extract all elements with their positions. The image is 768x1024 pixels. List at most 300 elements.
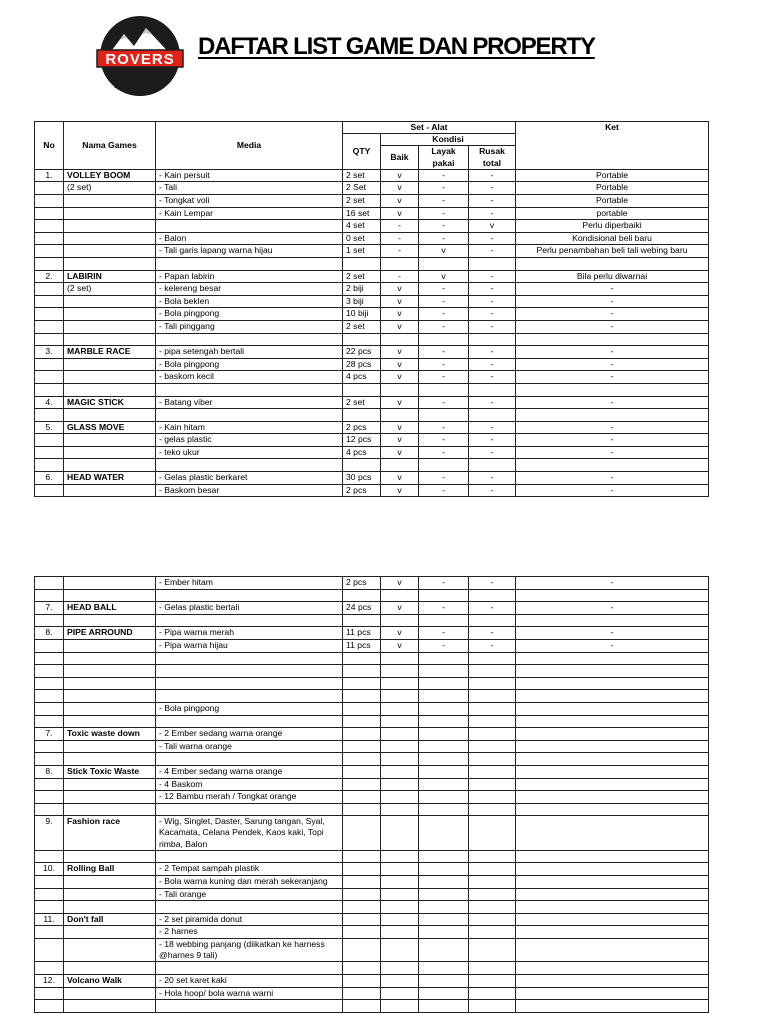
cell-baik: v: [381, 639, 419, 652]
cell-media: - Balon: [156, 232, 343, 245]
cell-rusak-total: [469, 876, 516, 889]
cell-baik: [381, 459, 419, 472]
table-row: [35, 169, 709, 182]
cell-layak-pakai: -: [419, 421, 469, 434]
table-row: [35, 257, 709, 270]
cell-layak-pakai: -: [419, 182, 469, 195]
cell-rusak-total: [469, 614, 516, 627]
cell-qty: [343, 753, 381, 766]
cell-ket: -: [516, 320, 709, 333]
cell-nama-games: Stick Toxic Waste: [64, 765, 156, 778]
cell-qty: 30 pcs: [343, 472, 381, 485]
cell-qty: 2 set: [343, 320, 381, 333]
cell-qty: [343, 690, 381, 703]
cell-baik: v: [381, 472, 419, 485]
cell-no: [35, 791, 64, 804]
cell-media: - Wig, Singlet, Daster, Sarung tangan, Syal, Kacamata, Celana Pendek, Kaos kaki, Topi rimba, Balon: [156, 816, 343, 851]
cell-ket: -: [516, 639, 709, 652]
cell-nama-games: [64, 434, 156, 447]
cell-rusak-total: [469, 939, 516, 962]
table-row: [35, 652, 709, 665]
cell-rusak-total: [469, 987, 516, 1000]
cell-nama-games: [64, 577, 156, 590]
cell-layak-pakai: [419, 740, 469, 753]
cell-no: [35, 409, 64, 422]
cell-media: [156, 459, 343, 472]
cell-baik: [381, 652, 419, 665]
cell-rusak-total: -: [469, 169, 516, 182]
cell-no: [35, 702, 64, 715]
cell-qty: [343, 614, 381, 627]
cell-ket: Portable: [516, 195, 709, 208]
cell-no: [35, 358, 64, 371]
cell-rusak-total: [469, 765, 516, 778]
cell-media: - Kain persuit: [156, 169, 343, 182]
cell-media: [156, 589, 343, 602]
cell-qty: [343, 702, 381, 715]
cell-qty: 4 set: [343, 220, 381, 233]
cell-baik: [381, 257, 419, 270]
cell-baik: v: [381, 577, 419, 590]
cell-layak-pakai: -: [419, 308, 469, 321]
cell-layak-pakai: -: [419, 169, 469, 182]
cell-baik: [381, 614, 419, 627]
cell-nama-games: [64, 665, 156, 678]
cell-nama-games: [64, 459, 156, 472]
cell-media: - Ember hitam: [156, 577, 343, 590]
cell-layak-pakai: [419, 888, 469, 901]
cell-layak-pakai: -: [419, 232, 469, 245]
cell-no: [35, 320, 64, 333]
cell-ket: [516, 987, 709, 1000]
cell-no: 9.: [35, 816, 64, 851]
cell-nama-games: [64, 245, 156, 258]
cell-no: [35, 614, 64, 627]
header-qty: QTY: [343, 134, 381, 170]
cell-baik: v: [381, 295, 419, 308]
table-row: [35, 283, 709, 296]
cell-no: [35, 888, 64, 901]
table-row: [35, 901, 709, 914]
cell-no: 10.: [35, 863, 64, 876]
cell-layak-pakai: [419, 715, 469, 728]
cell-media: - Bola beklen: [156, 295, 343, 308]
cell-nama-games: MARBLE RACE: [64, 346, 156, 359]
cell-media: - 4 Ember sedang warna orange: [156, 765, 343, 778]
cell-baik: [381, 863, 419, 876]
cell-baik: v: [381, 195, 419, 208]
cell-qty: 2 Set: [343, 182, 381, 195]
cell-rusak-total: [469, 863, 516, 876]
cell-rusak-total: [469, 333, 516, 346]
cell-qty: [343, 975, 381, 988]
cell-media: [156, 803, 343, 816]
cell-media: - Pipa warna merah: [156, 627, 343, 640]
cell-no: [35, 245, 64, 258]
cell-qty: [343, 803, 381, 816]
table-row: [35, 627, 709, 640]
rovers-logo: [94, 14, 190, 104]
cell-media: [156, 333, 343, 346]
table-row: [35, 876, 709, 889]
cell-media: [156, 690, 343, 703]
table-row: [35, 182, 709, 195]
cell-layak-pakai: [419, 383, 469, 396]
cell-media: [156, 409, 343, 422]
cell-rusak-total: [469, 257, 516, 270]
cell-no: [35, 1000, 64, 1013]
cell-media: - pipa setengah bertali: [156, 346, 343, 359]
table-row: [35, 740, 709, 753]
cell-rusak-total: -: [469, 195, 516, 208]
cell-media: - 4 Baskom: [156, 778, 343, 791]
cell-layak-pakai: -: [419, 484, 469, 497]
cell-rusak-total: -: [469, 283, 516, 296]
table-row: [35, 220, 709, 233]
cell-layak-pakai: [419, 913, 469, 926]
cell-layak-pakai: -: [419, 602, 469, 615]
cell-baik: [381, 816, 419, 851]
cell-ket: [516, 939, 709, 962]
cell-rusak-total: -: [469, 434, 516, 447]
table-row: [35, 975, 709, 988]
cell-ket: [516, 876, 709, 889]
cell-qty: [343, 677, 381, 690]
cell-no: [35, 665, 64, 678]
cell-ket: [516, 975, 709, 988]
cell-layak-pakai: [419, 589, 469, 602]
cell-qty: [343, 791, 381, 804]
cell-no: [35, 652, 64, 665]
game-property-table: [34, 121, 709, 497]
cell-no: [35, 195, 64, 208]
cell-ket: [516, 765, 709, 778]
cell-no: [35, 677, 64, 690]
table-row: [35, 346, 709, 359]
cell-no: [35, 232, 64, 245]
table-row: [35, 614, 709, 627]
cell-nama-games: [64, 740, 156, 753]
cell-rusak-total: [469, 740, 516, 753]
cell-layak-pakai: [419, 702, 469, 715]
cell-ket: -: [516, 627, 709, 640]
cell-qty: [343, 333, 381, 346]
cell-baik: [381, 888, 419, 901]
cell-nama-games: [64, 195, 156, 208]
cell-no: 12.: [35, 975, 64, 988]
cell-no: 8.: [35, 627, 64, 640]
cell-ket: -: [516, 472, 709, 485]
cell-rusak-total: [469, 753, 516, 766]
cell-media: [156, 383, 343, 396]
cell-ket: [516, 257, 709, 270]
cell-media: - Tali: [156, 182, 343, 195]
cell-qty: [343, 888, 381, 901]
header-ket: Ket: [516, 122, 709, 170]
cell-ket: [516, 962, 709, 975]
table-row: [35, 446, 709, 459]
cell-baik: [381, 791, 419, 804]
cell-baik: v: [381, 602, 419, 615]
cell-no: [35, 850, 64, 863]
cell-baik: [381, 975, 419, 988]
document-title: DAFTAR LIST GAME DAN PROPERTY: [198, 33, 595, 60]
cell-layak-pakai: [419, 876, 469, 889]
cell-media: - Tali garis lapang warna hijau: [156, 245, 343, 258]
cell-no: [35, 459, 64, 472]
table-row: [35, 371, 709, 384]
table-row: [35, 939, 709, 962]
cell-nama-games: GLASS MOVE: [64, 421, 156, 434]
cell-nama-games: [64, 778, 156, 791]
cell-nama-games: [64, 220, 156, 233]
table-row: [35, 472, 709, 485]
header-baik: Baik: [381, 146, 419, 169]
cell-no: 7.: [35, 728, 64, 741]
table-row: [35, 926, 709, 939]
cell-baik: [381, 409, 419, 422]
cell-baik: [381, 753, 419, 766]
cell-media: [156, 257, 343, 270]
cell-ket: -: [516, 283, 709, 296]
cell-no: [35, 434, 64, 447]
cell-rusak-total: [469, 778, 516, 791]
cell-layak-pakai: [419, 778, 469, 791]
cell-layak-pakai: -: [419, 396, 469, 409]
cell-ket: [516, 926, 709, 939]
cell-rusak-total: -: [469, 182, 516, 195]
cell-media: - Bola warna kuning dan merah sekeranjang: [156, 876, 343, 889]
cell-nama-games: [64, 308, 156, 321]
cell-qty: [343, 665, 381, 678]
table-row: [35, 383, 709, 396]
cell-media: [156, 753, 343, 766]
cell-qty: [343, 926, 381, 939]
cell-media: - Bola pingpong: [156, 702, 343, 715]
cell-nama-games: [64, 383, 156, 396]
cell-rusak-total: [469, 926, 516, 939]
cell-ket: [516, 665, 709, 678]
cell-rusak-total: -: [469, 371, 516, 384]
cell-qty: [343, 863, 381, 876]
cell-media: - 2 set piramida donut: [156, 913, 343, 926]
cell-layak-pakai: [419, 257, 469, 270]
cell-baik: v: [381, 358, 419, 371]
cell-rusak-total: [469, 409, 516, 422]
cell-qty: 11 pcs: [343, 627, 381, 640]
cell-no: [35, 901, 64, 914]
cell-layak-pakai: -: [419, 207, 469, 220]
cell-ket: Kondisional beli baru: [516, 232, 709, 245]
cell-no: [35, 962, 64, 975]
cell-baik: [381, 383, 419, 396]
cell-no: 11.: [35, 913, 64, 926]
cell-ket: [516, 409, 709, 422]
cell-no: [35, 333, 64, 346]
cell-qty: 2 pcs: [343, 577, 381, 590]
cell-rusak-total: -: [469, 358, 516, 371]
cell-nama-games: [64, 888, 156, 901]
table-row: [35, 753, 709, 766]
cell-rusak-total: [469, 665, 516, 678]
cell-nama-games: [64, 791, 156, 804]
cell-ket: -: [516, 346, 709, 359]
cell-baik: [381, 803, 419, 816]
cell-media: - teko ukur: [156, 446, 343, 459]
cell-qty: 2 set: [343, 195, 381, 208]
cell-qty: 2 biji: [343, 283, 381, 296]
cell-rusak-total: -: [469, 308, 516, 321]
cell-nama-games: [64, 371, 156, 384]
cell-baik: v: [381, 484, 419, 497]
cell-layak-pakai: v: [419, 245, 469, 258]
cell-nama-games: [64, 295, 156, 308]
cell-qty: 2 set: [343, 270, 381, 283]
cell-media: - Tali warna orange: [156, 740, 343, 753]
cell-baik: -: [381, 220, 419, 233]
cell-ket: [516, 702, 709, 715]
cell-nama-games: (2 set): [64, 182, 156, 195]
cell-qty: [343, 589, 381, 602]
cell-nama-games: [64, 901, 156, 914]
cell-baik: v: [381, 396, 419, 409]
cell-rusak-total: [469, 962, 516, 975]
cell-ket: -: [516, 421, 709, 434]
cell-layak-pakai: [419, 690, 469, 703]
cell-rusak-total: [469, 728, 516, 741]
cell-rusak-total: -: [469, 627, 516, 640]
cell-media: - gelas plastic: [156, 434, 343, 447]
cell-nama-games: [64, 850, 156, 863]
cell-qty: [343, 987, 381, 1000]
cell-baik: -: [381, 270, 419, 283]
cell-ket: Portable: [516, 182, 709, 195]
cell-qty: 28 pcs: [343, 358, 381, 371]
table-row: [35, 195, 709, 208]
cell-baik: v: [381, 446, 419, 459]
cell-ket: [516, 652, 709, 665]
cell-media: [156, 220, 343, 233]
cell-ket: [516, 816, 709, 851]
cell-baik: v: [381, 169, 419, 182]
cell-baik: [381, 850, 419, 863]
cell-baik: [381, 715, 419, 728]
cell-no: [35, 690, 64, 703]
cell-nama-games: [64, 677, 156, 690]
cell-layak-pakai: [419, 665, 469, 678]
cell-rusak-total: [469, 791, 516, 804]
cell-baik: [381, 677, 419, 690]
cell-media: - 18 webbing panjang (diikatkan ke harness @harnes 9 tali): [156, 939, 343, 962]
cell-media: - Batang viber: [156, 396, 343, 409]
table-row: [35, 765, 709, 778]
cell-qty: 24 pcs: [343, 602, 381, 615]
cell-ket: -: [516, 434, 709, 447]
cell-nama-games: VOLLEY BOOM: [64, 169, 156, 182]
cell-rusak-total: -: [469, 346, 516, 359]
cell-ket: [516, 614, 709, 627]
table-row: [35, 677, 709, 690]
cell-rusak-total: -: [469, 232, 516, 245]
cell-baik: [381, 876, 419, 889]
cell-layak-pakai: [419, 409, 469, 422]
cell-media: [156, 652, 343, 665]
cell-no: [35, 308, 64, 321]
cell-layak-pakai: -: [419, 371, 469, 384]
cell-qty: [343, 652, 381, 665]
cell-nama-games: Fashion race: [64, 816, 156, 851]
table-row: [35, 245, 709, 258]
table-row: [35, 690, 709, 703]
cell-qty: [343, 901, 381, 914]
cell-no: 6.: [35, 472, 64, 485]
cell-ket: [516, 740, 709, 753]
cell-layak-pakai: [419, 803, 469, 816]
cell-baik: [381, 962, 419, 975]
cell-ket: [516, 778, 709, 791]
cell-rusak-total: [469, 913, 516, 926]
cell-layak-pakai: [419, 765, 469, 778]
cell-ket: [516, 677, 709, 690]
cell-no: [35, 639, 64, 652]
cell-layak-pakai: [419, 987, 469, 1000]
cell-nama-games: [64, 715, 156, 728]
table-row: [35, 459, 709, 472]
cell-layak-pakai: [419, 1000, 469, 1013]
cell-baik: [381, 913, 419, 926]
cell-ket: [516, 690, 709, 703]
cell-nama-games: HEAD BALL: [64, 602, 156, 615]
cell-rusak-total: [469, 1000, 516, 1013]
cell-layak-pakai: -: [419, 295, 469, 308]
cell-layak-pakai: -: [419, 472, 469, 485]
cell-layak-pakai: [419, 652, 469, 665]
cell-rusak-total: -: [469, 245, 516, 258]
cell-rusak-total: -: [469, 320, 516, 333]
cell-nama-games: [64, 962, 156, 975]
cell-layak-pakai: [419, 753, 469, 766]
cell-ket: -: [516, 446, 709, 459]
cell-rusak-total: -: [469, 602, 516, 615]
table-row: [35, 987, 709, 1000]
header-layak-pakai: Layak pakai: [419, 146, 469, 169]
cell-nama-games: [64, 876, 156, 889]
cell-baik: [381, 333, 419, 346]
header-rusak-total: Rusak total: [469, 146, 516, 169]
cell-ket: portable: [516, 207, 709, 220]
cell-media: - baskom kecil: [156, 371, 343, 384]
table-row: [35, 715, 709, 728]
cell-ket: [516, 383, 709, 396]
cell-media: - kelereng besar: [156, 283, 343, 296]
header-kondisi: Kondisi: [381, 134, 516, 146]
cell-qty: 2 pcs: [343, 484, 381, 497]
cell-ket: -: [516, 358, 709, 371]
cell-baik: [381, 665, 419, 678]
cell-nama-games: Toxic waste down: [64, 728, 156, 741]
cell-media: [156, 665, 343, 678]
cell-qty: 11 pcs: [343, 639, 381, 652]
cell-qty: [343, 257, 381, 270]
cell-layak-pakai: -: [419, 446, 469, 459]
table-row: [35, 850, 709, 863]
cell-qty: [343, 715, 381, 728]
cell-rusak-total: [469, 459, 516, 472]
cell-ket: [516, 728, 709, 741]
cell-qty: 10 biji: [343, 308, 381, 321]
cell-qty: [343, 1000, 381, 1013]
cell-rusak-total: v: [469, 220, 516, 233]
